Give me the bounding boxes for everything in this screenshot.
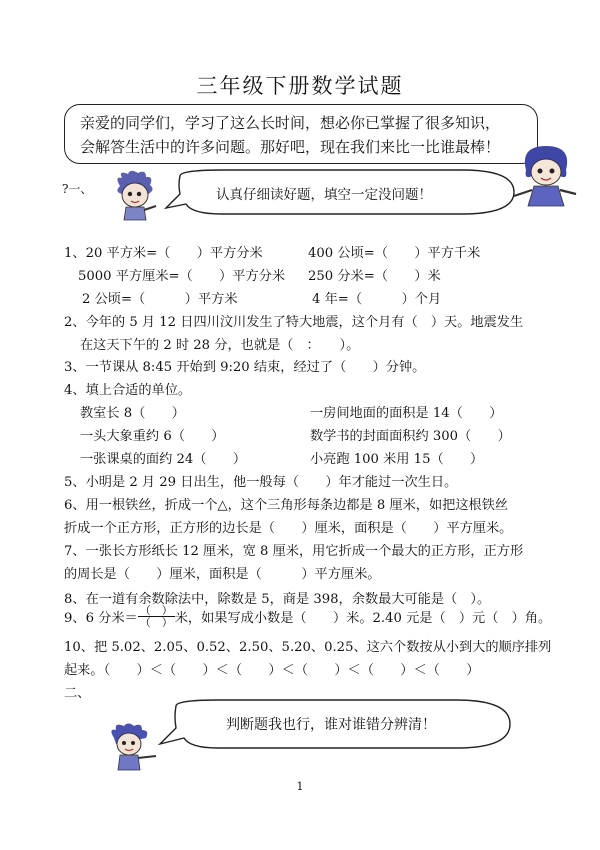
q4-item-d: 数学书的封面面积约 300（ ）	[310, 429, 511, 444]
page-title: 三年级下册数学试题	[196, 74, 404, 98]
q4-item-f: 小亮跑 100 米用 15（ ）	[310, 452, 484, 467]
q9	[64, 605, 551, 628]
q6-line-2: 折成一个正方形，正方形的边长是（ ）厘米，面积是（ ）平方厘米。	[64, 521, 513, 536]
q1-item-c: 5000 平方厘米=（ ）平方分米	[78, 269, 286, 284]
intro-line-1: 亲爱的同学们，学习了这么长时间，想必你已掌握了很多知识，	[80, 114, 501, 132]
section-1-bubble-text: 认真仔细读好题，填空一定没问题！	[216, 187, 432, 203]
q8: 8、在一道有余数除法中，除数是 5，商是 398，余数最大可能是（ ）。	[64, 592, 491, 607]
q9-fraction	[138, 605, 175, 628]
q3: 3、一节课从 8:45 开始到 9:20 结束，经过了（ ）分钟。	[64, 360, 426, 375]
section-2-bubble-text: 判断题我也行，谁对谁错分辨清！	[226, 717, 436, 733]
q2-line-2: 在这天下午的 2 时 28 分，也就是（ ： ）。	[80, 338, 360, 353]
q4-item-c: 一头大象重约 6（ ）	[80, 429, 225, 444]
section-2-marker: 二、	[64, 686, 91, 701]
q9-fraction-denominator: （ ）	[139, 616, 173, 629]
q5: 5、小明是 2 月 29 日出生，他一般每（ ）年才能过一次生日。	[64, 475, 458, 490]
boy-cartoon-icon	[108, 168, 160, 222]
q7-line-1: 7、一张长方形纸长 12 厘米，宽 8 厘米，用它折成一个最大的正方形，正方形	[64, 544, 524, 559]
q4-item-e: 一张课桌的面约 24（ ）	[80, 452, 247, 467]
q9-lead: 9、6 分米＝	[64, 611, 138, 626]
q1-item-a: 1、20 平方米=（ ）平方分米	[64, 246, 263, 261]
q2-line-1: 2、今年的 5 月 12 日四川汶川发生了特大地震，这个月有（ ）天。地震发生	[64, 315, 524, 330]
q9-fraction-numerator: （ ）	[139, 604, 173, 617]
q4-item-a: 教室长 8（ ）	[80, 406, 185, 421]
q4-heading: 4、填上合适的单位。	[64, 383, 192, 398]
q1-item-d: 250 分米=（ ）米	[308, 269, 441, 284]
q1-item-f: 4 年=（ ）个月	[312, 292, 442, 307]
boy-pointing-cartoon-icon	[104, 722, 160, 772]
q4-item-b: 一房间地面的面积是 14（ ）	[310, 406, 503, 421]
q1-item-e: 2 公顷=（ ）平方米	[82, 292, 238, 307]
q9-rest: 米，如果写成小数是（ ）米。2.40 元是（ ）元（ ）角。	[174, 611, 552, 626]
q7-line-2: 的周长是（ ）厘米，面积是（ ）平方厘米。	[64, 567, 381, 582]
section-1-marker: ?一、	[62, 182, 93, 196]
girl-cartoon-icon	[510, 140, 582, 212]
intro-line-2: 会解答生活中的许多问题。那好吧，现在我们来比一比谁最棒！	[80, 138, 501, 156]
q10-line-2: 起来。（ ）＜（ ）＜（ ）＜（ ）＜（ ）＜（ ）	[64, 663, 480, 678]
page-number: 1	[296, 780, 304, 793]
q10-line-1: 10、把 5.02、2.05、0.52、2.50、5.20、0.25、这六个数按从小到大的顺序排列	[64, 640, 552, 655]
q6-line-1: 6、用一根铁丝，折成一个△，这个三角形每条边都是 8 厘米，如把这根铁丝	[64, 498, 509, 513]
q1-item-b: 400 公顷=（ ）平方千米	[308, 246, 481, 261]
